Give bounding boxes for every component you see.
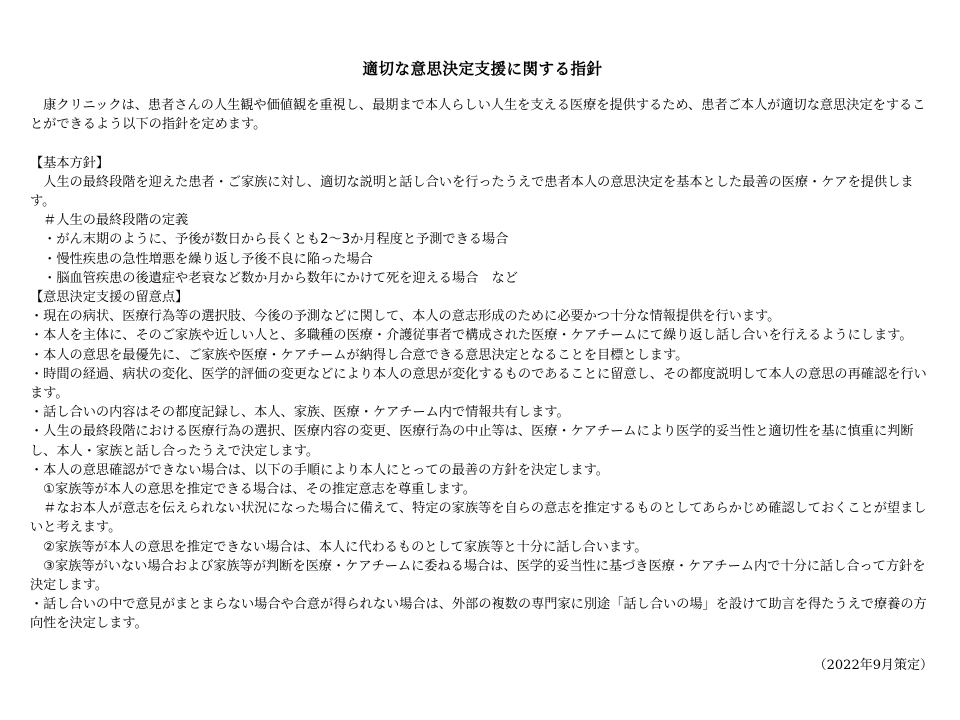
point-item: ・現在の病状、医療行為等の選択肢、今後の予測などに関して、本人の意志形成のために必要かつ十分な情報提供を行います。 xyxy=(30,309,781,325)
points-heading: 【意思決定支援の留意点】 xyxy=(30,290,189,306)
spacer xyxy=(30,134,935,153)
step-item: ①家族等が本人の意思を推定できる場合は、その推定意志を尊重します。 xyxy=(30,482,476,498)
step-item: ③家族等がいない場合および家族等が判断を医療・ケアチームに委ねる場合は、医学的妥当性に基づき医療・ケアチーム内で十分に話し合って方針を決定します。 xyxy=(30,558,926,594)
step-item: ②家族等が本人の意思を推定できない場合は、本人に代わるものとして家族等と十分に話し合います。 xyxy=(30,539,648,555)
definition-item: ・がん末期のように、予後が数日から長くとも2～3か月程度と予測できる場合 xyxy=(30,232,509,248)
definition-item: ・慢性疾患の急性増悪を繰り返し予後不良に陥った場合 xyxy=(30,251,373,267)
point-item: ・時間の経過、病状の変化、医学的評価の変更などにより本人の意思が変化するものであることに留意し、その都度説明して本人の意思の再確認を行います。 xyxy=(30,366,927,402)
basic-policy-text: 人生の最終段階を迎えた患者・ご家族に対し、適切な説明と話し合いを行ったうえで患者本人の意思決定を基本とした最善の医療・ケアを提供します。 xyxy=(30,174,914,209)
intro-paragraph: 康クリニックは、患者さんの人生観や価値観を重視し、最期まで本人らしい人生を支える医療を提供するため、患者ご本人が適切な意思決定をすることができるよう以下の指針を定めます。 xyxy=(30,98,926,133)
point-item-last: ・話し合いの中で意見がまとまらない場合や合意が得られない場合は、外部の複数の専門家に別途「話し合いの場」を設けて助言を得たうえで療養の方向性を決定します。 xyxy=(30,597,927,632)
document-body xyxy=(30,96,935,634)
point-item: ・人生の最終段階における医療行為の選択、医療内容の変更、医療行為の中止等は、医療・ケアチームにより医学的妥当性と適切性を基に慎重に判断し、本人・家族と話し合ったうえで決定します。 xyxy=(30,424,914,459)
document-page xyxy=(30,0,935,720)
document-title: 適切な意思決定支援に関する指針 xyxy=(362,60,603,78)
definition-item: ・脳血管疾患の後遺症や老衰など数か月から数年にかけて死を迎える場合 など xyxy=(30,270,518,286)
basic-policy-heading: 【基本方針】 xyxy=(30,155,110,171)
point-item: ・本人の意思を最優先に、ご家族や医療・ケアチームが納得し合意できる意思決定となることを目標とします。 xyxy=(30,347,689,363)
step-note: ＃なお本人が意志を伝えられない状況になった場合に備えて、特定の家族等を自らの意志を推定するものとしてあらかじめ確認しておくことが望ましいと考えます。 xyxy=(30,501,927,536)
definition-heading: ＃人生の最終段階の定義 xyxy=(30,213,189,229)
point-item: ・話し合いの内容はその都度記録し、本人、家族、医療・ケアチーム内で情報共有します。 xyxy=(30,405,570,421)
point-item: ・本人を主体に、そのご家族や近しい人と、多職種の医療・介護従事者で構成された医療・ケアチームにて繰り返し話し合いを行えるようにします。 xyxy=(30,328,913,344)
established-date: （2022年9月策定） xyxy=(813,658,933,673)
point-item: ・本人の意思確認ができない場合は、以下の手順により本人にとっての最善の方針を決定します。 xyxy=(30,462,609,478)
